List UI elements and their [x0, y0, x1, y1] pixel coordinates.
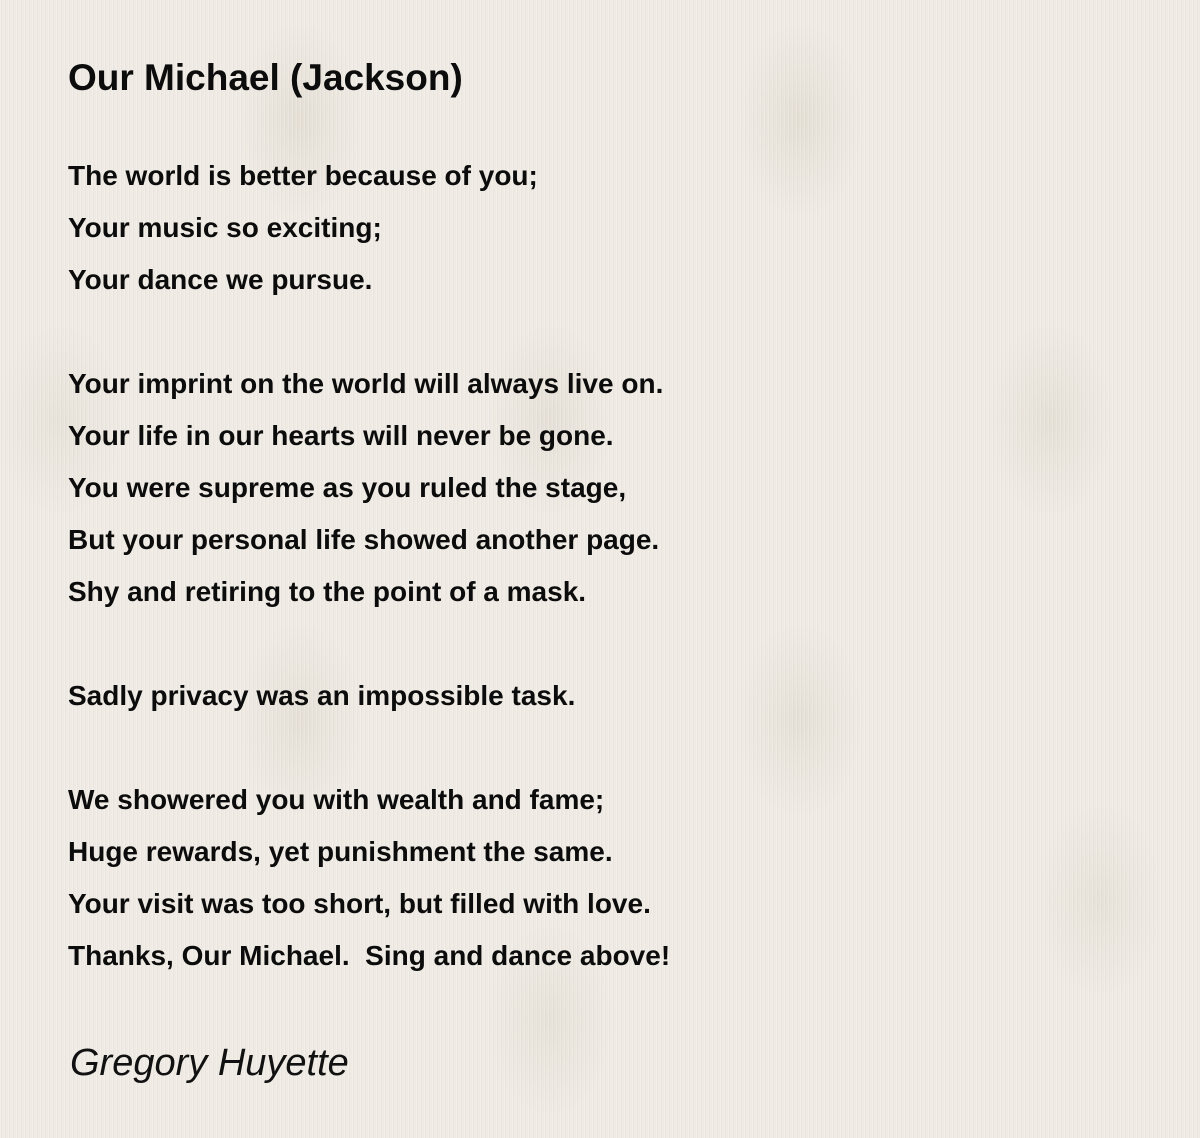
poem-line: Sadly privacy was an impossible task.: [68, 680, 576, 711]
poem-line: Your visit was too short, but filled with love.: [68, 888, 651, 919]
stanza-break: [68, 306, 1168, 358]
poem-line: Shy and retiring to the point of a mask.: [68, 576, 587, 607]
stanza: [68, 774, 1168, 982]
stanza: [68, 358, 1168, 618]
stanza-break: [68, 722, 1168, 774]
poem-line: Your life in our hearts will never be gone.: [68, 420, 614, 451]
poem-line: Thanks, Our Michael. Sing and dance above!: [68, 940, 671, 971]
poem-line: Your imprint on the world will always live on.: [68, 368, 664, 399]
poem-line: You were supreme as you ruled the stage,: [68, 472, 627, 503]
poem-line: The world is better because of you;: [68, 160, 538, 191]
stanza-break: [68, 618, 1168, 670]
poem-line: Huge rewards, yet punishment the same.: [68, 836, 613, 867]
poem-line: But your personal life showed another page.: [68, 524, 660, 555]
poem-title: Our Michael (Jackson): [68, 57, 463, 98]
poem-line: We showered you with wealth and fame;: [68, 784, 605, 815]
poem-author: Gregory Huyette: [70, 1042, 349, 1084]
stanza: [68, 150, 1168, 306]
stanza: [68, 670, 1168, 722]
poem-body: [68, 150, 1168, 982]
poem-line: Your music so exciting;: [68, 212, 382, 243]
poem-line: Your dance we pursue.: [68, 264, 373, 295]
